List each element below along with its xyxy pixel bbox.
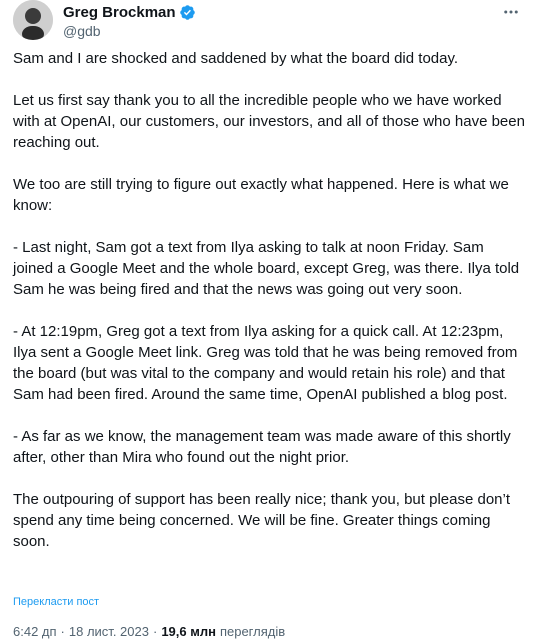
tweet-header <box>13 0 523 44</box>
tweet-paragraph: Sam and I are shocked and saddened by what the board did today. <box>13 50 459 67</box>
tweet-meta <box>13 624 285 639</box>
views-count[interactable]: 19,6 млн <box>161 624 216 639</box>
author-handle[interactable]: @gdb <box>63 23 101 39</box>
author-name[interactable]: Greg Brockman <box>63 3 176 21</box>
views-label: переглядів <box>219 624 286 639</box>
author-names <box>63 2 196 39</box>
tweet-date[interactable]: 18 лист. 2023 <box>68 624 149 639</box>
tweet-text <box>13 48 525 552</box>
more-horizontal-icon[interactable] <box>499 2 523 22</box>
avatar[interactable] <box>13 0 53 40</box>
translate-post-link[interactable]: Перекласти пост <box>13 596 100 608</box>
tweet-paragraph: - At 12:19pm, Greg got a text from Ilya asking for a quick call. At 12:23pm, Ilya sent a Google Meet link. Greg was told that he was being removed from the board (but was vital to the company and would retain his role) and that Sam had been fired. Around the same time, OpenAI published a blog post. <box>13 323 518 403</box>
tweet-time[interactable]: 6:42 дп <box>13 624 57 639</box>
tweet-paragraph: Let us first say thank you to all the incredible people who we have worked with at OpenAI, our customers, our investors, and all of those who have been reaching out. <box>13 92 525 151</box>
author-name-row[interactable] <box>63 2 196 22</box>
tweet-paragraph: We too are still trying to figure out exactly what happened. Here is what we know: <box>13 176 509 214</box>
meta-separator: · <box>60 624 65 639</box>
meta-separator: · <box>152 624 158 639</box>
tweet-paragraph: - Last night, Sam got a text from Ilya asking to talk at noon Friday. Sam joined a Google Meet and the whole board, except Greg, was there. Ilya told Sam he was being fired and that the news was going out very soon. <box>13 239 520 298</box>
tweet-paragraph: - As far as we know, the management team was made aware of this shortly after, other than Mira who found out the night prior. <box>13 428 511 466</box>
tweet-paragraph: The outpouring of support has been really nice; thank you, but please don’t spend any time being concerned. We will be fine. Greater things coming soon. <box>13 491 510 550</box>
avatar-photo <box>13 0 53 40</box>
verified-badge-icon[interactable] <box>179 4 196 21</box>
